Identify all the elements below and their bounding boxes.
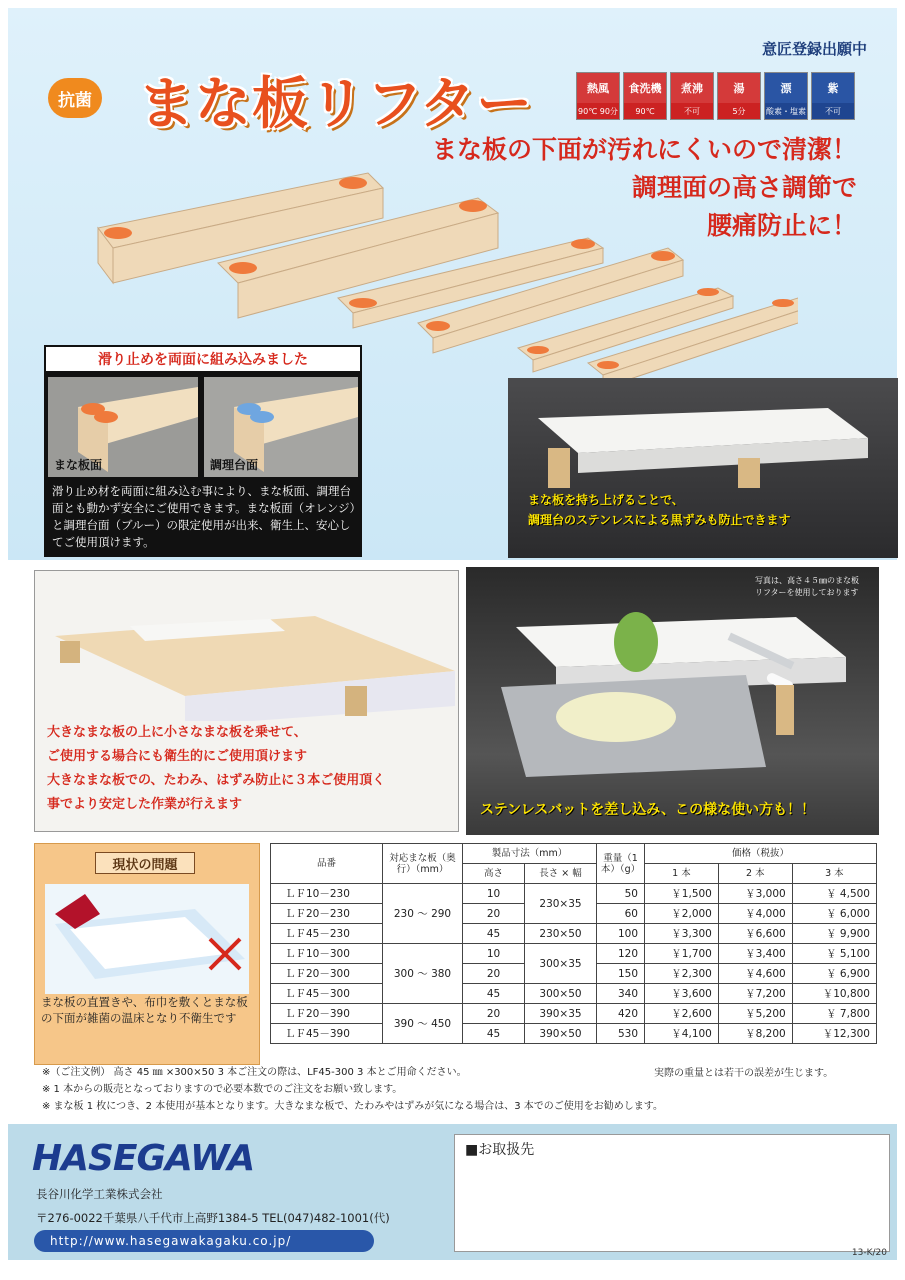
- antislip-text: 滑り止め材を両面に組み込む事により、まな板面、調理台面とも動かず安全にご使用できます。まな板面（オレンジ）と調理台面（ブルー）の限定使用が出来、衛生上、安心してご使用頂けます。: [52, 484, 356, 549]
- company-logo: HASEGAWA: [32, 1138, 255, 1179]
- design-registration: 意匠登録出願中: [761, 40, 867, 58]
- headline-backpain: 腰痛防止に！: [706, 211, 857, 240]
- problem-panel: [34, 843, 260, 1065]
- actual-weight-note: 実際の重量とは若干の誤差が生じます。: [654, 1068, 834, 1079]
- order-notes: [42, 1064, 663, 1115]
- header-p1: 1 本: [645, 864, 719, 884]
- header-p3: 3 本: [792, 864, 876, 884]
- board-on-board-image: [35, 571, 458, 721]
- hot-water-icon: 湯 5分: [717, 72, 761, 120]
- tray-caption: ステンレスバットを差し込み、この様な使い方も！！: [480, 802, 816, 818]
- table-row: ＬＦ45－230 45 230×50 100 ￥3,300 ￥6,600 ￥ 9,900: [271, 924, 877, 944]
- antislip-title: 滑り止めを両面に組み込みました: [44, 345, 362, 373]
- company-name: 長谷川化学工業株式会社: [36, 1187, 163, 1201]
- table-side-photo: [204, 377, 358, 477]
- footer: [8, 1124, 897, 1260]
- board-on-board-text: 大きなまな板の上に小さなまな板を乗せて、 ご使用する場合にも衛生的にご使用頂けます 大きなまな板での、たわみ、はずみ防止に３本ご使用頂く 事でより安定した作業が行えます: [47, 725, 386, 812]
- bleach-icon: 漂 酸素・塩素: [764, 72, 808, 120]
- board-side-label: まな板面: [54, 458, 103, 472]
- counter-photo: [508, 378, 898, 558]
- dealer-box: [454, 1134, 890, 1252]
- table-side-label: 調理台面: [210, 458, 259, 472]
- stainless-caption: まな板を持ち上げることで、 調理台のステンレスによる黒ずみも防止できます: [528, 493, 791, 527]
- top-section: [8, 8, 897, 560]
- dishwasher-icon: 食洗機 90℃: [623, 72, 667, 120]
- headline-clean: まな板の下面が汚れにくいので清潔！: [431, 135, 857, 164]
- table-row: ＬＦ45－300 45 300×50 340 ￥3,600 ￥7,200 ￥10,800: [271, 984, 877, 1004]
- table-row: ＬＦ20－390 390 ～ 450 20 390×35 420 ￥2,600 ￥5,200 ￥ 7,800: [271, 1004, 877, 1024]
- dealer-label: ■お取扱先: [465, 1142, 535, 1158]
- hot-air-icon: 熱風 90℃ 90分: [576, 72, 620, 120]
- uv-icon: 紫 不可: [811, 72, 855, 120]
- header-price: 価格（税抜）: [645, 844, 877, 864]
- header-weight: 重量（1本）（g）: [597, 844, 645, 884]
- website-link[interactable]: http://www.hasegawakagaku.co.jp/: [34, 1230, 374, 1252]
- min-order-note: ※ 1 本からの販売となっておりますので必要本数でのご注文をお願い致します。: [42, 1084, 403, 1095]
- usage-note: ※ まな板 1 枚につき、2 本使用が基本となります。大きなまな板で、たわみやはずみが気になる場合は、3 本でのご使用をお勧めします。: [42, 1101, 663, 1112]
- board-on-board-panel: [34, 570, 459, 832]
- header-board: 対応まな板（奥行）（mm）: [383, 844, 463, 884]
- header-size: 製品寸法（mm）: [463, 844, 597, 864]
- order-example-note: ※（ご注文例） 高さ 45 ㎜ ×300×50 3 本ご注文の際は、LF45-300 3 本とご用命ください。: [42, 1067, 467, 1078]
- header-model: 品番: [271, 844, 383, 884]
- problem-image: [45, 884, 249, 994]
- headline-height: 調理面の高さ調節で: [631, 173, 857, 202]
- header-p2: 2 本: [718, 864, 792, 884]
- spec-table: [270, 843, 877, 1044]
- table-row: ＬＦ20－230 20 60 ￥2,000 ￥4,000 ￥ 6,000: [271, 904, 877, 924]
- company-address: 〒276-0022千葉県八千代市上高野1384-5 TEL(047)482-1001(代): [36, 1211, 390, 1225]
- page-title: まな板リフター: [138, 72, 534, 137]
- boiling-icon: 煮沸 不可: [670, 72, 714, 120]
- table-row: ＬＦ10－300 300 ～ 380 10 300×35 120 ￥1,700 ￥3,400 ￥ 5,100: [271, 944, 877, 964]
- problem-text: まな板の直置きや、布巾を敷くとまな板の下面が雑菌の温床となり不衛生です: [41, 995, 248, 1025]
- document-code: 13-K/20: [851, 1248, 887, 1258]
- table-row: ＬＦ45－390 45 390×50 530 ￥4,100 ￥8,200 ￥12,300: [271, 1024, 877, 1044]
- tray-photo-note: 写真は、高さ４５㎜のまな板リフターを使用しております: [755, 576, 859, 597]
- tray-photo: [466, 567, 879, 835]
- table-row: ＬＦ20－300 20 150 ￥2,300 ￥4,600 ￥ 6,900: [271, 964, 877, 984]
- antislip-panel: [44, 345, 362, 557]
- board-side-photo: [48, 377, 198, 477]
- table-row: ＬＦ10－230 230 ～ 290 10 230×35 50 ￥1,500 ￥3,000 ￥ 4,500: [271, 884, 877, 904]
- header-lw: 長さ × 幅: [525, 864, 597, 884]
- antibacterial-badge: 抗菌: [48, 78, 102, 118]
- header-height: 高さ: [463, 864, 525, 884]
- problem-title: 現状の問題: [95, 852, 195, 874]
- care-icons: [576, 72, 855, 120]
